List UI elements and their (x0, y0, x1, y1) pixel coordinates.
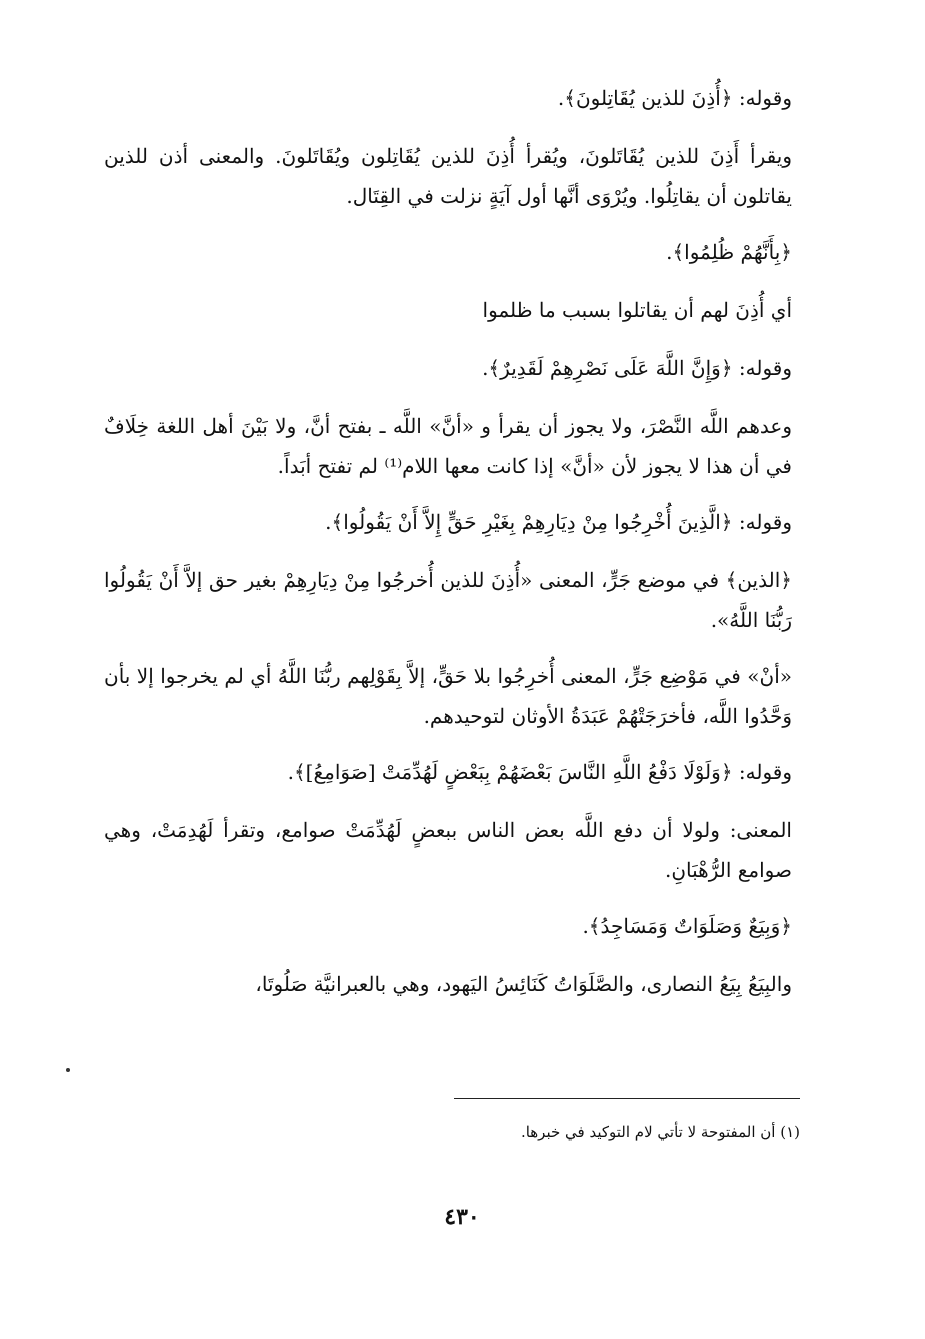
verse-intro-line: وقوله: ﴿وَلَوْلَا دَفْعُ اللَّهِ النَّاسَ بَعْضَهُمْ بِبَعْضٍ لَهُدِّمَتْ [صَوَامِعُ]﴾. (287, 760, 792, 784)
body-line: أي أُذِنَ لهم أن يقاتلوا بسبب ما ظلموا (482, 298, 792, 322)
body-paragraph: المعنى: ولولا أن دفع اللَّه بعض الناس ببعضٍ لَهُدِّمَتْ صوامع، وتقرأ لَهُدِمَتْ، وهي صوامع الرُّهْبَانِ. (104, 818, 792, 882)
verse-line: ﴿وَبِيَعٌ وَصَلَوَاتٌ وَمَسَاجِدُ﴾. (582, 914, 792, 938)
body-paragraph: ﴿الذين﴾ في موضع جَرٍّ، المعنى «أُذِنَ للذين أُخرجُوا مِنْ دِيَارِهِمْ بغير حق إلاَّ أَنْ يَقُولُوا رَبُّنَا اللَّهُ». (104, 568, 792, 632)
scan-dot-mark (66, 1068, 70, 1072)
main-text (104, 78, 832, 1020)
body-paragraph: والبِيَعُ بِيَعُ النصارى، والصَّلَوَاتُ كَنَائِسُ اليَهود، وهي بالعبرانيَّة صَلُوتَا، (255, 972, 792, 996)
body-paragraph: وعدهم اللَّه النَّصْرَ، ولا يجوز أن يقرأ و «أنَّ» اللَّه ـ بفتح أنَّ، ولا بَيْنَ أهل اللغة خِلَافٌ في أن هذا لا يجوز لأن «أنَّ» إذا كانت معها اللام⁽¹⁾ لم تفتح أبَداً. (104, 414, 792, 478)
page-number: ٤٣٠ (444, 1204, 480, 1230)
footnote-divider (454, 1098, 800, 1099)
verse-intro-line: وقوله: ﴿وَإِنَّ اللَّهَ عَلَى نَصْرِهِمْ لَقَدِيرٌ﴾. (482, 356, 792, 380)
verse-intro-line: وقوله: ﴿أُذِنَ للذين يُقَاتِلونَ﴾. (557, 86, 792, 110)
footnote: (١) أن المفتوحة لا تأتي لام التوكيد في خبرها. (520, 1123, 800, 1141)
verse-line: ﴿بِأَنَّهُمْ ظُلِمُوا﴾. (666, 240, 792, 264)
verse-intro-line: وقوله: ﴿الَّذِينَ أُخْرِجُوا مِنْ دِيَارِهِمْ بِغَيْرِ حَقٍّ إِلاَّ أَنْ يَقُولُوا﴾. (325, 510, 792, 534)
body-paragraph: ويقرأ أَذِنَ للذين يُقَاتَلونَ، ويُقرأ أُذِنَ للذين يُقَاتِلون ويُقَاتَلونَ. والمعنى أذن للذين يقاتلون أن يقاتِلُوا. ويُرْوَى أنَّها أول آيَةٍ نزلت في القِتَال. (104, 144, 792, 208)
body-paragraph: «أنْ» في مَوْضِع جَرٍّ، المعنى أُخرِجُوا بلا حَقٍّ، إلاَّ بِقَوْلِهم ربُّنَا اللَّهُ أي لم يخرجوا إلا بأن وَحَّدُوا اللَّه، فأخرَجَتْهُمْ عَبَدَةُ الأوثان لتوحيدهم. (104, 664, 792, 728)
